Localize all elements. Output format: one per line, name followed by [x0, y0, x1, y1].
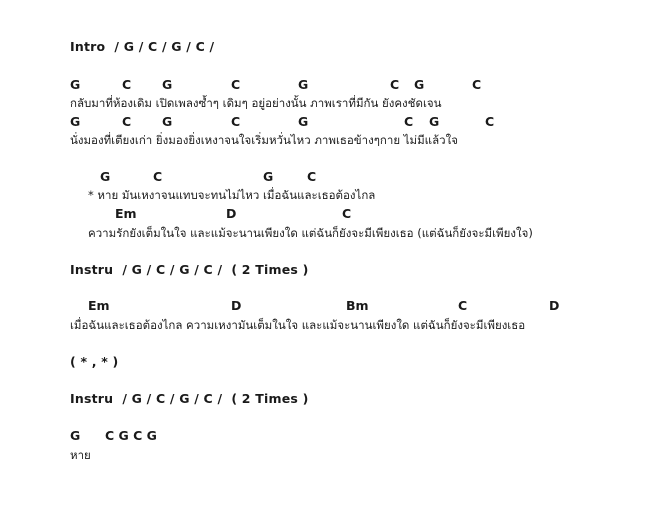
chorus-lyric-2: ความรักยังเต็มในใจ และแม้จะนานเพียงใด แต่ฉันก็ยังจะมีเพียงเธอ (แต่ฉันก็ยังจะมีเพียงใจ): [88, 226, 533, 240]
chord: G: [429, 114, 440, 129]
chord: D: [226, 206, 237, 221]
chord: Em: [88, 298, 110, 313]
chord: Em: [115, 206, 137, 221]
verse1-chord-row-1: [0, 76, 654, 94]
chorus-chord-row-1: [0, 168, 654, 186]
chord: C: [307, 169, 317, 184]
verse1-lyric-1: กลับมาที่ห้องเดิม เปิดเพลงซ้ำๆ เดิมๆ อยู่อย่างนั้น ภาพเราที่มีกัน ยังคงชัดเจน: [70, 96, 442, 110]
chord: G: [70, 77, 81, 92]
chorus-lyric-1: * หาย มันเหงาจนแทบจะทนไม่ไหว เมื่อฉันและเธอต้องไกล: [88, 188, 376, 202]
chord: D: [231, 298, 242, 313]
chorus-chord-row-2: [0, 205, 654, 223]
chord: C: [458, 298, 468, 313]
repeat-marker: ( * , * ): [70, 354, 119, 369]
chord: C: [472, 77, 482, 92]
chord: G: [70, 428, 81, 443]
chord: C: [153, 169, 163, 184]
chord: Bm: [346, 298, 369, 313]
chord: C: [390, 77, 400, 92]
chord: G: [70, 114, 81, 129]
outro-chord-row: [0, 427, 654, 445]
verse1-lyric-2: นั่งมองที่เตียงเก่า ยิ่งมองยิ่งเหงาจนใจเริ่มหวั่นไหว ภาพเธอข้างๆกาย ไม่มีแล้วใจ: [70, 133, 458, 147]
chord: G: [414, 77, 425, 92]
chord: C G C G: [105, 428, 157, 443]
chord: G: [100, 169, 111, 184]
chord: C: [231, 114, 241, 129]
chord: C: [485, 114, 495, 129]
chord: G: [162, 77, 173, 92]
chord: C: [404, 114, 414, 129]
verse1-chord-row-2: [0, 113, 654, 131]
bridge-lyric: เมื่อฉันและเธอต้องไกล ความเหงามันเต็มในใจ และแม้จะนานเพียงใด แต่ฉันก็ยังจะมีเพียงเธอ: [70, 318, 526, 332]
outro-lyric: หาย: [70, 448, 91, 462]
chord: C: [122, 77, 132, 92]
bridge-chord-row: [0, 297, 654, 315]
instru-line-2: Instru / G / C / G / C / ( 2 Times ): [70, 391, 309, 406]
chord: G: [162, 114, 173, 129]
intro-line: Intro / G / C / G / C /: [70, 39, 215, 54]
chord: C: [122, 114, 132, 129]
instru-line-1: Instru / G / C / G / C / ( 2 Times ): [70, 262, 309, 277]
chord: D: [549, 298, 560, 313]
chord: C: [342, 206, 352, 221]
chord: C: [231, 77, 241, 92]
chord: G: [298, 114, 309, 129]
chord: G: [298, 77, 309, 92]
chord: G: [263, 169, 274, 184]
